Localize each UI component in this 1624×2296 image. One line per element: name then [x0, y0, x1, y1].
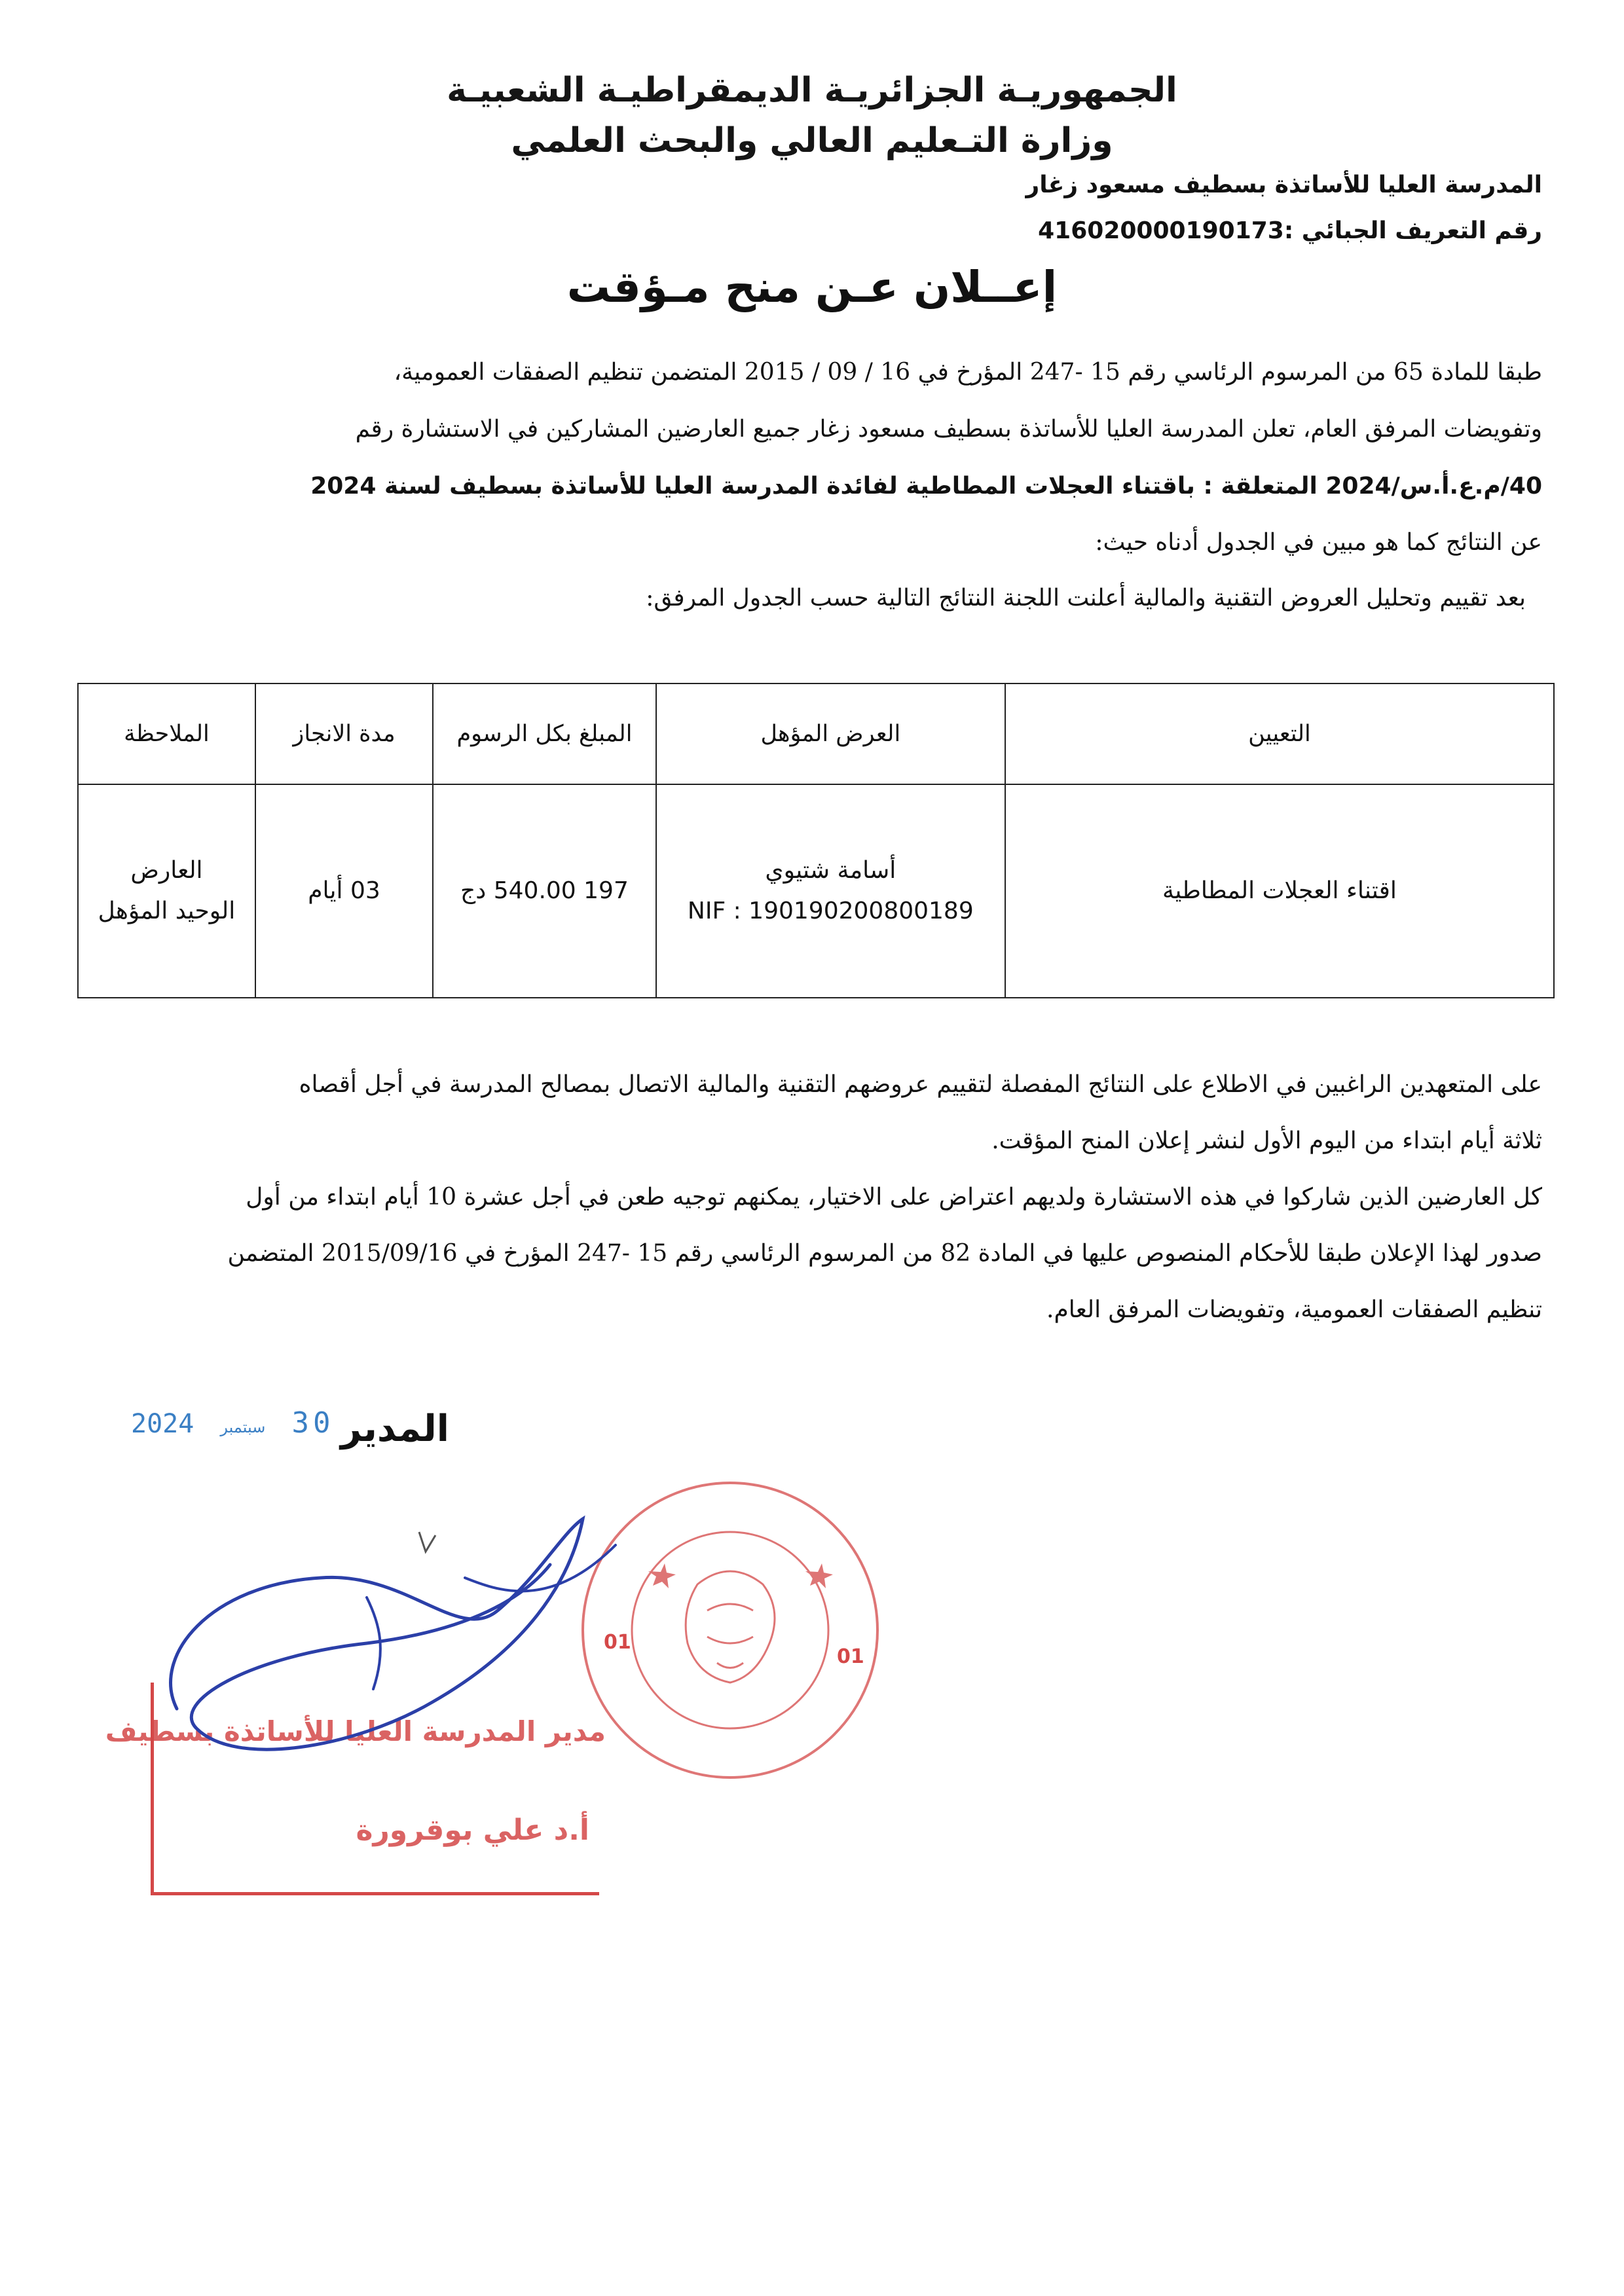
- republic-header: الجمهوريـة الجزائريـة الديمقراطيـة الشعبيـة: [447, 71, 1177, 110]
- bidder-nif: NIF : 190190200800189: [687, 898, 974, 924]
- note-line-1: العارض: [130, 857, 203, 884]
- bidder-name: أسامة شتيوي: [765, 857, 896, 884]
- stamp-title: مدير المدرسة العليا للأساتذة بسطيف: [105, 1715, 606, 1747]
- cell-duration: 03 أيام: [255, 784, 433, 998]
- date-stamp: [131, 1406, 334, 1440]
- table-header-row: [78, 683, 1554, 784]
- intro-line-2: وتفويضات المرفق العام، تعلن المدرسة العليا للأساتذة بسطيف مسعود زغار جميع العارضين المشاركين في الاستشارة رقم: [355, 416, 1542, 443]
- date-year: 2024: [131, 1409, 194, 1439]
- header-duration: مدة الانجاز: [255, 683, 433, 784]
- cell-bidder: [656, 784, 1005, 998]
- appeal-line-1: كل العارضين الذين شاركوا في هذه الاستشارة ولديهم اعتراض على الاختيار، يمكنهم توجيه طعن في أجل عشرة 10 أيام ابتداء من أول: [246, 1184, 1542, 1211]
- results-table: [77, 683, 1555, 998]
- tax-id: رقم التعريف الجبائي :416020000190173: [1038, 217, 1542, 244]
- appeal-line-2: صدور لهذا الإعلان طبقا للأحكام المنصوص عليها في المادة 82 من المرسوم الرئاسي رقم 15 -247 المؤرخ في 2015/09/16 المتضمن: [227, 1240, 1542, 1267]
- seal-number-right: 01: [837, 1645, 864, 1668]
- director-label: المدير: [341, 1408, 449, 1450]
- intro-line-1: طبقا للمادة 65 من المرسوم الرئاسي رقم 15 -247 المؤرخ في 16 / 09 / 2015 المتضمن تنظيم الصفقات العمومية،: [394, 359, 1542, 386]
- document-title: إعــلان عـن منح مـؤقت: [566, 262, 1058, 312]
- cell-note: [78, 784, 255, 998]
- closing-line-1: على المتعهدين الراغبين في الاطلاع على النتائج المفصلة لتقييم عروضهم التقنية والمالية الاتصال بمصالح المدرسة في أجل أقصاه: [299, 1071, 1542, 1098]
- note-line-2: الوحيد المؤهل: [98, 898, 236, 924]
- appeal-line-3: تنظيم الصفقات العمومية، وتفويضات المرفق العام.: [1046, 1296, 1542, 1323]
- intro-line-3: 40/م.ع.أ.س/2024 المتعلقة : باقتناء العجلات المطاطية لفائدة المدرسة العليا للأساتذة بسطيف لسنة 2024: [310, 473, 1542, 500]
- date-day: 30: [291, 1406, 335, 1440]
- table-row: [78, 784, 1554, 998]
- cell-amount: 197 540.00 دج: [433, 784, 656, 998]
- intro-line-4: عن النتائج كما هو مبين في الجدول أدناه حيث:: [1095, 529, 1542, 556]
- cell-designation: اقتناء العجلات المطاطية: [1005, 784, 1554, 998]
- header-note: الملاحظة: [78, 683, 255, 784]
- header-bidder: العرض المؤهل: [656, 683, 1005, 784]
- header-amount: المبلغ بكل الرسوم: [433, 683, 656, 784]
- handwritten-signature-icon: [157, 1493, 655, 1794]
- seal-number-left: 01: [604, 1631, 631, 1654]
- stamp-name: أ.د علي بوقرورة: [356, 1813, 589, 1847]
- date-month: سبتمبر: [220, 1418, 266, 1436]
- ministry-header: وزارة التـعليم العالي والبحث العلمي: [511, 121, 1113, 160]
- header-designation: التعيين: [1005, 683, 1554, 784]
- evaluation-line: بعد تقييم وتحليل العروض التقنية والمالية أعلنت اللجنة النتائج التالية حسب الجدول المرفق:: [646, 585, 1526, 611]
- school-name: المدرسة العليا للأساتذة بسطيف مسعود زغار: [1025, 172, 1542, 198]
- closing-line-2: ثلاثة أيام ابتداء من اليوم الأول لنشر إعلان المنح المؤقت.: [991, 1127, 1542, 1154]
